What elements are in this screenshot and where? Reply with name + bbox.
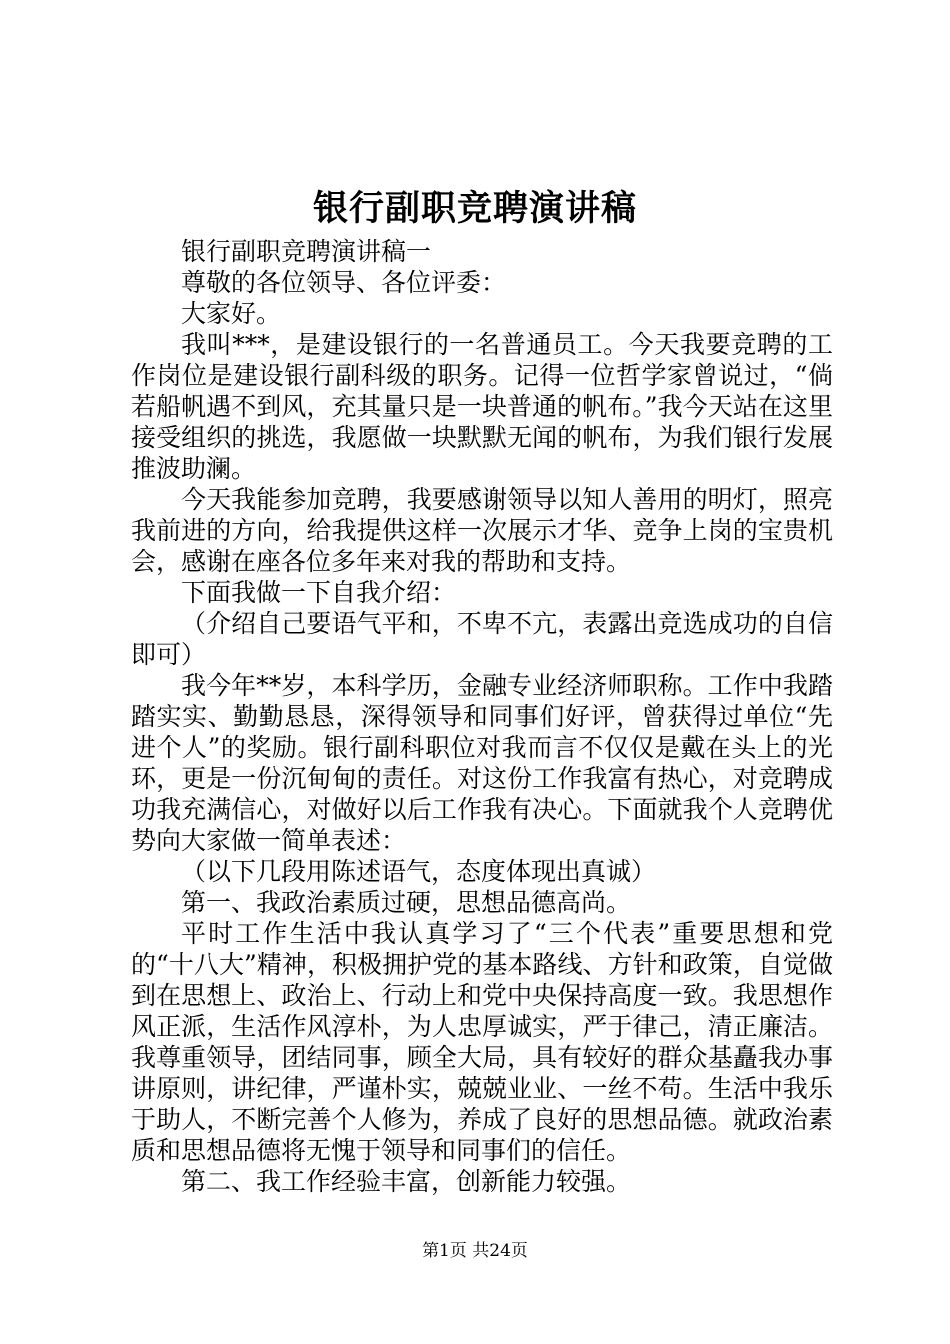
paragraph: 我叫***，是建设银行的一名普通员工。今天我要竞聘的工作岗位是建设银行副科级的职务。记得一位哲学家曾说过，“倘若船帆遇不到风，充其量只是一块普通的帆布。”我今天站在这里接受组织的挑选，我愿做一块默默无闻的帆布，为我们银行发展推波助澜。 [131,330,833,483]
page-number-footer: 第1页 共24页 [422,1241,528,1261]
document-title: 银行副职竞聘演讲稿 [312,188,637,229]
paragraph: （以下几段用陈述语气，态度体现出真诚） [181,857,657,886]
document-body [131,236,833,1197]
paragraph: 第一、我政治素质过硬，思想品德高尚。 [181,888,632,917]
paragraph: 我今年**岁，本科学历，金融专业经济师职称。工作中我踏踏实实、勤勤恳恳，深得领导和同事们好评，曾获得过单位“先进个人”的奖励。银行副科职位对我而言不仅仅是戴在头上的光环，更是一份沉甸甸的责任。对这份工作我富有热心，对竞聘成功我充满信心，对做好以后工作我有决心。下面就我个人竞聘优势向大家做一简单表述： [131,671,833,855]
paragraph: 第二、我工作经验丰富，创新能力较强。 [181,1167,632,1196]
paragraph: （介绍自己要语气平和，不卑不亢，表露出竞选成功的自信即可） [131,609,833,669]
paragraph: 银行副职竞聘演讲稿一 [181,237,432,266]
paragraph: 下面我做一下自我介绍： [181,578,457,607]
paragraph: 尊敬的各位领导、各位评委： [181,268,507,297]
paragraph: 大家好。 [181,299,282,328]
paragraph: 平时工作生活中我认真学习了“三个代表”重要思想和党的“十八大”精神，积极拥护党的基本路线、方针和政策，自觉做到在思想上、政治上、行动上和党中央保持高度一致。我思想作风正派，生活作风淳朴，为人忠厚诚实，严于律己，清正廉洁。我尊重领导，团结同事，顾全大局，具有较好的群众基矗我办事讲原则，讲纪律，严谨朴实，兢兢业业、一丝不苟。生活中我乐于助人，不断完善个人修为，养成了良好的思想品德。就政治素质和思想品德将无愧于领导和同事们的信任。 [131,919,833,1165]
paragraph: 今天我能参加竞聘，我要感谢领导以知人善用的明灯，照亮我前进的方向，给我提供这样一次展示才华、竞争上岗的宝贵机会，感谢在座各位多年来对我的帮助和支持。 [131,485,833,576]
